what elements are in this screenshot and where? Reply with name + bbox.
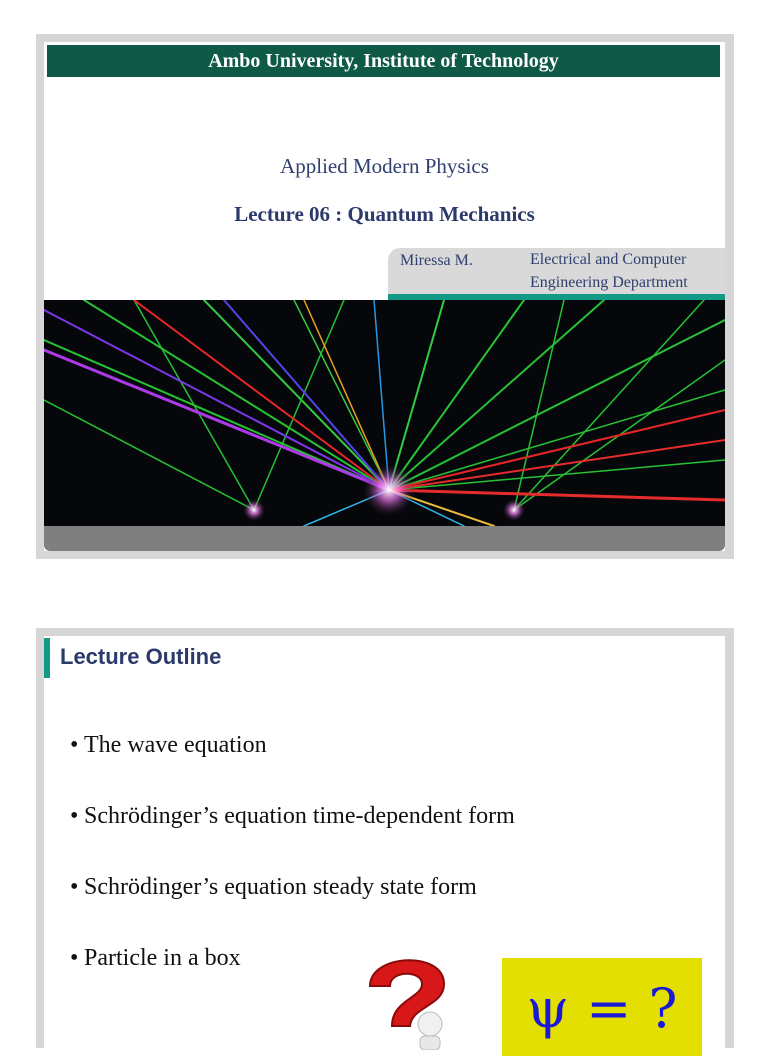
question-mark-icon <box>352 940 462 1050</box>
slide-footer-bar <box>44 526 725 551</box>
bullet-dot: • <box>70 803 79 829</box>
psi-box: ψ = ? <box>502 958 702 1056</box>
outline-heading: Lecture Outline <box>60 644 222 669</box>
bullet-dot: • <box>70 874 79 900</box>
heading-accent-bar <box>44 638 50 678</box>
title-slide-content <box>44 42 725 551</box>
course-title: Applied Modern Physics <box>280 154 489 178</box>
outline-slide-content <box>44 636 725 1056</box>
bullet-dot: • <box>70 945 79 971</box>
university-banner: Ambo University, Institute of Technology <box>47 45 720 77</box>
list-item <box>70 732 515 803</box>
list-item <box>70 874 515 945</box>
department-name <box>530 248 688 294</box>
author-tab <box>388 248 725 300</box>
lecture-title: Lecture 06 : Quantum Mechanics <box>234 202 535 226</box>
title-slide <box>36 34 734 559</box>
laser-lights-image <box>44 300 725 526</box>
list-item <box>70 803 515 874</box>
bullet-text: The wave equation <box>84 732 267 758</box>
bullet-text: Particle in a box <box>84 945 241 971</box>
department-line-2: Engineering Department <box>530 274 688 291</box>
bullet-text: Schrödinger’s equation steady state form <box>84 874 477 900</box>
department-line-1: Electrical and Computer <box>530 251 687 268</box>
outline-slide <box>36 628 734 1048</box>
bullet-text: Schrödinger’s equation time-dependent form <box>84 803 515 829</box>
bullet-dot: • <box>70 732 79 758</box>
author-name: Miressa M. <box>400 252 473 269</box>
